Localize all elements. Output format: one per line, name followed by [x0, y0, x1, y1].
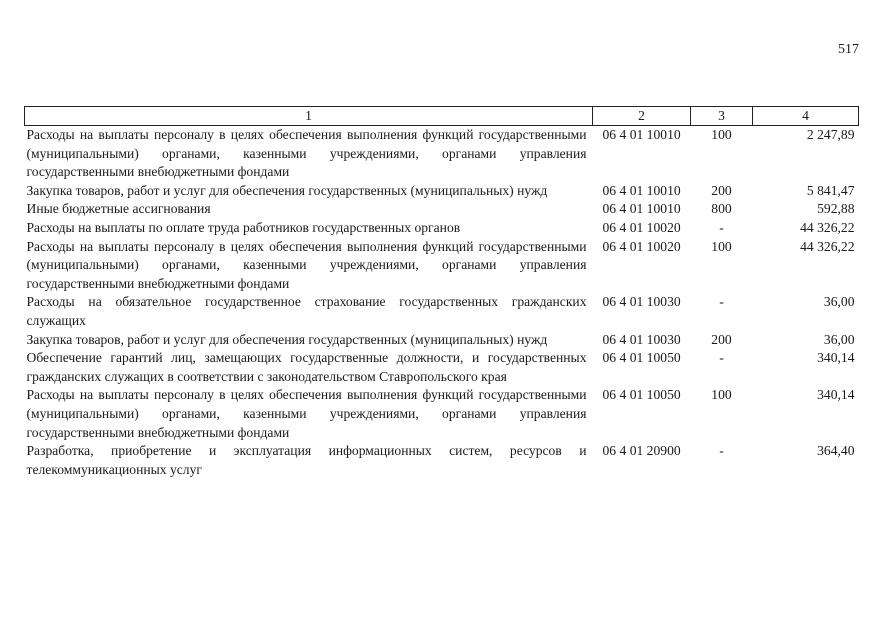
- table-body: [25, 126, 859, 480]
- table-row: [25, 386, 859, 442]
- row-amount: 364,40: [817, 443, 855, 459]
- page-number: 517: [838, 42, 859, 57]
- row-amount: 2 247,89: [806, 127, 855, 142]
- column-header-4: 4: [753, 107, 859, 126]
- row-expense-type: -: [719, 443, 724, 459]
- row-amount: 340,14: [817, 350, 855, 366]
- row-description: Расходы на выплаты по оплате труда работников государственных органов: [26, 219, 461, 235]
- column-header-3: 3: [691, 107, 753, 126]
- table-header-row: [25, 107, 859, 126]
- row-amount: 340,14: [817, 387, 855, 403]
- row-target-code: 06 4 01 10050: [602, 350, 681, 366]
- row-target-code: 06 4 01 10010: [602, 182, 681, 198]
- row-target-code: 06 4 01 10010: [602, 127, 681, 142]
- row-amount: 36,00: [823, 294, 855, 310]
- row-target-code: 06 4 01 10020: [602, 238, 681, 254]
- table-row: [25, 182, 859, 201]
- row-target-code: 06 4 01 10030: [602, 294, 681, 310]
- column-header-2: 2: [593, 107, 691, 126]
- table-row: [25, 200, 859, 219]
- table-row: [25, 442, 859, 479]
- row-description: Разработка, приобретение и эксплуатация информационных систем, ресурсов и телекоммуникационных услуг: [26, 443, 587, 477]
- row-description: Закупка товаров, работ и услуг для обеспечения государственных (муниципальных) нужд: [26, 331, 548, 347]
- row-expense-type: 100: [711, 127, 732, 142]
- row-description: Иные бюджетные ассигнования: [26, 201, 211, 217]
- row-description: Расходы на выплаты персоналу в целях обеспечения выполнения функций государственными (муниципальными) органами, казенными учреждениями, органами управления государственными внебюджетными фондами: [26, 127, 587, 180]
- row-description: Обеспечение гарантий лиц, замещающих государственные должности, и государственных гражданских служащих в соответствии с законодательством Ставропольского края: [26, 350, 587, 384]
- row-expense-type: 100: [711, 387, 732, 403]
- table-row: [25, 293, 859, 330]
- column-header-1: 1: [25, 107, 593, 126]
- row-amount: 44 326,22: [800, 219, 855, 235]
- row-amount: 44 326,22: [800, 238, 855, 254]
- row-expense-type: 200: [711, 182, 732, 198]
- table-row: [25, 126, 859, 182]
- row-target-code: 06 4 01 10030: [602, 331, 681, 347]
- row-expense-type: 100: [711, 238, 732, 254]
- row-description: Расходы на выплаты персоналу в целях обеспечения выполнения функций государственными (муниципальными) органами, казенными учреждениями, органами управления государственными внебюджетными фондами: [26, 387, 587, 440]
- row-expense-type: 200: [711, 331, 732, 347]
- row-target-code: 06 4 01 10020: [602, 219, 681, 235]
- row-description: Закупка товаров, работ и услуг для обеспечения государственных (муниципальных) нужд: [26, 182, 548, 198]
- row-expense-type: -: [719, 294, 724, 310]
- row-expense-type: 800: [711, 201, 732, 217]
- row-amount: 5 841,47: [806, 182, 855, 198]
- row-target-code: 06 4 01 10050: [602, 387, 681, 403]
- table-row: [25, 349, 859, 386]
- table-row: [25, 331, 859, 350]
- row-expense-type: -: [719, 350, 724, 366]
- row-expense-type: -: [719, 219, 724, 235]
- budget-table: [24, 106, 859, 479]
- table-row: [25, 219, 859, 238]
- row-amount: 36,00: [823, 331, 855, 347]
- row-target-code: 06 4 01 20900: [602, 443, 681, 459]
- table-row: [25, 238, 859, 294]
- row-description: Расходы на обязательное государственное страхование государственных гражданских служащих: [26, 294, 587, 328]
- row-amount: 592,88: [817, 201, 855, 217]
- row-description: Расходы на выплаты персоналу в целях обеспечения выполнения функций государственными (муниципальными) органами, казенными учреждениями, органами управления государственными внебюджетными фондами: [26, 238, 587, 291]
- row-target-code: 06 4 01 10010: [602, 201, 681, 217]
